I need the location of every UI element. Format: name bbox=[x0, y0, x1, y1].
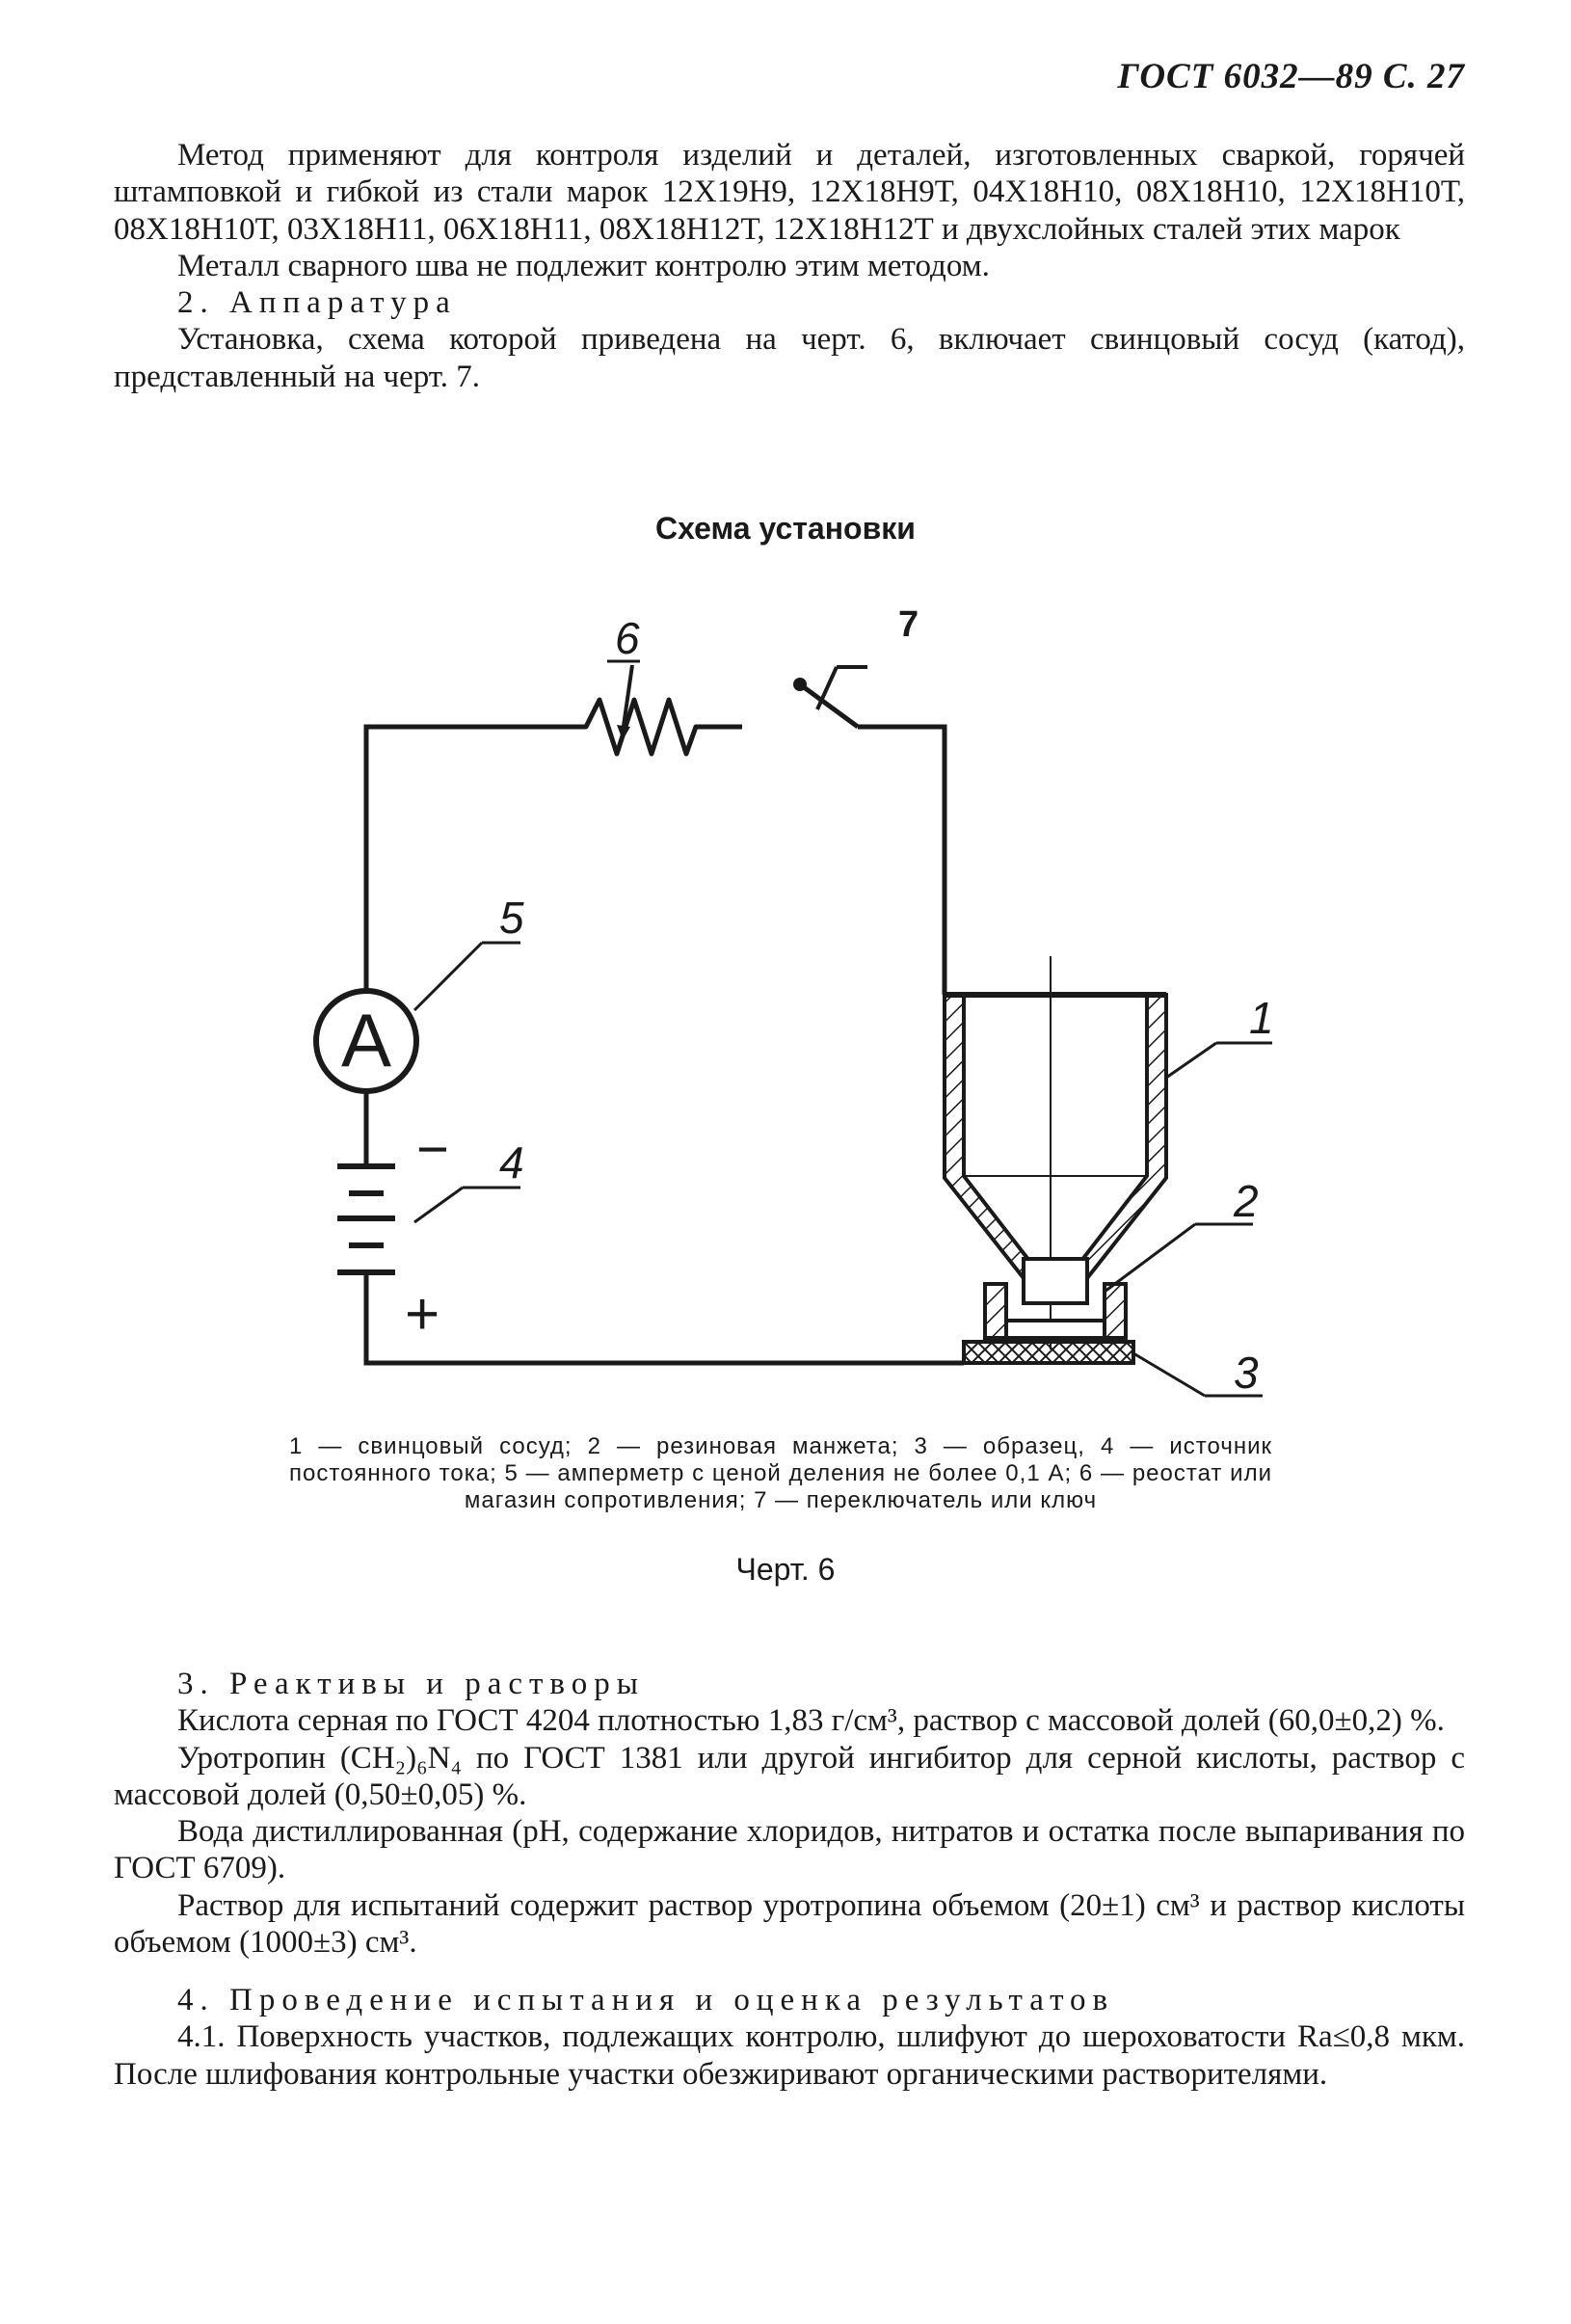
switch-symbol bbox=[742, 667, 867, 727]
section-3 bbox=[114, 1666, 1465, 1961]
section-4-paragraph-1: 4.1. Поверхность участков, подлежащих контролю, шлифуют до шероховатости Ra≤0,8 мкм. После шлифования контрольные участки обезжиривают органическими растворителями. bbox=[114, 2019, 1465, 2092]
ammeter-letter: A bbox=[340, 998, 392, 1082]
vessel-assembly bbox=[945, 956, 1166, 1363]
plus-sign: + bbox=[405, 1281, 440, 1348]
label-3: 3 bbox=[1234, 1348, 1259, 1398]
section-4-heading: 4. Проведение испытания и оценка результатов bbox=[177, 1983, 1115, 2017]
label-1: 1 bbox=[1249, 993, 1274, 1043]
figure-title: Схема установки bbox=[655, 511, 916, 546]
section-3-paragraph-1: Кислота серная по ГОСТ 4204 плотностью 1,83 г/см³, раствор с массовой долей (60,0±0,2) %. bbox=[177, 1703, 1445, 1739]
rheostat-symbol bbox=[569, 665, 742, 754]
minus-sign: − bbox=[416, 1118, 449, 1181]
section-3-paragraph-3: Вода дистиллированная (pH, содержание хлоридов, нитратов и остатка после выпаривания по ГОСТ 6709). bbox=[114, 1814, 1465, 1886]
label-7: 7 bbox=[898, 604, 919, 645]
ammeter-symbol bbox=[316, 991, 416, 1091]
section-2-heading: 2. Аппаратура bbox=[177, 285, 457, 321]
figure-caption: 1 — свинцовый сосуд; 2 — резиновая манжета; 3 — образец, 4 — источник постоянного тока; 5 — амперметр с ценой деления не более 0,1 А; 6 — реостат или магазин сопротивления; 7 — переключатель или ключ bbox=[289, 1433, 1272, 1514]
label-5: 5 bbox=[499, 893, 524, 943]
section-3-heading: 3. Реактивы и растворы bbox=[177, 1667, 645, 1701]
label-4: 4 bbox=[499, 1137, 524, 1188]
battery-symbol bbox=[337, 1166, 395, 1272]
section-3-paragraph-4: Раствор для испытаний содержит раствор уротропина объемом (20±1) см³ и раствор кислоты объемом (1000±3) см³. bbox=[114, 1887, 1465, 1960]
label-6: 6 bbox=[615, 613, 640, 663]
intro-paragraph-2: Металл сварного шва не подлежит контролю этим методом. bbox=[177, 248, 990, 283]
section-3-paragraph-2: Уротропин (CH₂)₆N₄ по ГОСТ 1381 или другой ингибитор для серной кислоты, раствор с массовой долей (0,50±0,05) %. bbox=[114, 1740, 1465, 1812]
section-4 bbox=[114, 1982, 1465, 2093]
leader-lines bbox=[414, 943, 1272, 1396]
figure-labels bbox=[405, 604, 1274, 1398]
label-2: 2 bbox=[1234, 1176, 1259, 1226]
figure-number: Черт. 6 bbox=[735, 1552, 836, 1587]
page-header: ГОСТ 6032—89 С. 27 bbox=[1117, 57, 1465, 96]
intro-paragraph-1: Метод применяют для контроля изделий и деталей, изготовленных сваркой, горячей штамповкой и гибкой из стали марок 12Х19Н9, 12Х18Н9Т, 04Х18Н10, 08Х18Н10, 12Х18Н10Т, 08Х18Н10Т, 03Х18Н11, 06Х18Н11, 08Х18Н12Т, 12Х18Н12Т и двухслойных сталей этих марок bbox=[114, 138, 1465, 247]
circuit-wires bbox=[366, 727, 964, 1363]
intro-paragraph-3: Установка, схема которой приведена на черт. 6, включает свинцовый сосуд (катод), представленный на черт. 7. bbox=[114, 322, 1465, 394]
